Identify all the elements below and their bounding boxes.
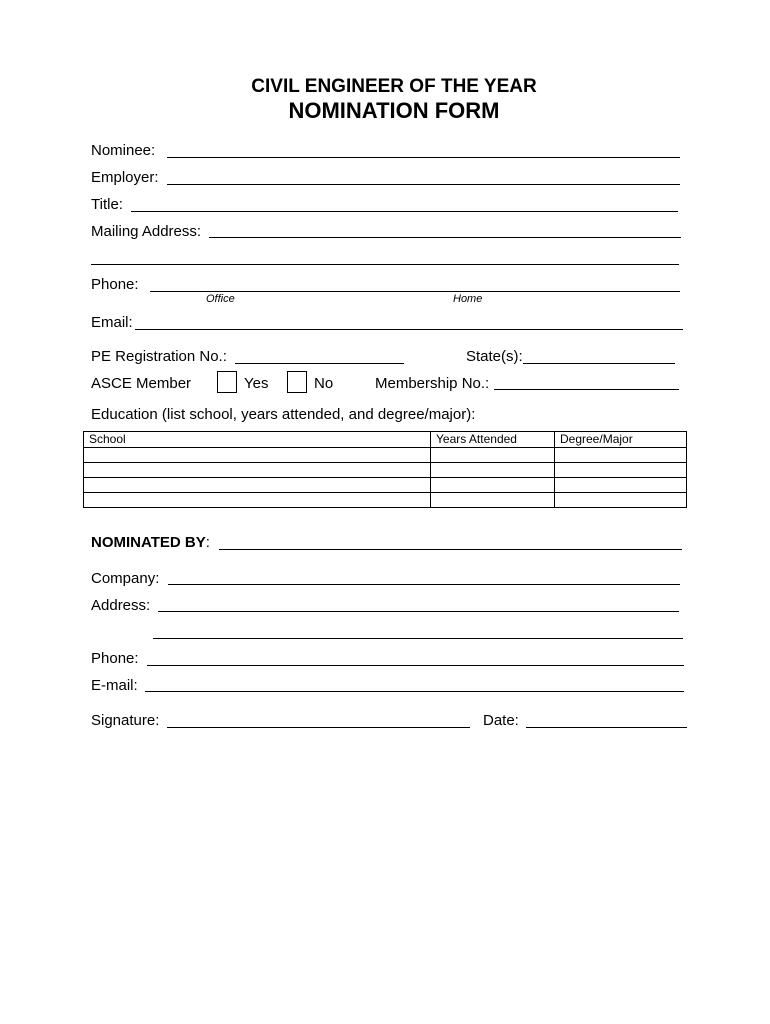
years-cell[interactable] [431, 493, 555, 508]
header-years-attended: Years Attended [431, 432, 555, 448]
company-label: Company: [91, 570, 160, 587]
address-field-line2[interactable] [153, 638, 683, 639]
home-caption: Home [453, 293, 483, 305]
pe-registration-field[interactable] [235, 363, 404, 364]
nominated-by-label [91, 534, 210, 552]
asce-yes-label: Yes [244, 375, 269, 392]
signature-label: Signature: [91, 712, 160, 729]
degree-cell[interactable] [555, 463, 687, 478]
table-row [84, 478, 687, 493]
mailing-address-field[interactable] [209, 237, 681, 238]
asce-member-label: ASCE Member [91, 375, 192, 392]
email-label: Email: [91, 314, 133, 331]
signature-field[interactable] [167, 727, 470, 728]
header-degree-major: Degree/Major [555, 432, 687, 448]
nominated-by-text: NOMINATED BY [91, 534, 206, 551]
school-cell[interactable] [84, 463, 431, 478]
school-cell[interactable] [84, 478, 431, 493]
form-title-line1: CIVIL ENGINEER OF THE YEAR [251, 76, 537, 97]
asce-no-checkbox[interactable] [287, 371, 307, 393]
membership-no-field[interactable] [494, 389, 679, 390]
email-field[interactable] [135, 329, 683, 330]
nominee-label: Nominee: [91, 142, 156, 159]
form-title-line2: NOMINATION FORM [288, 98, 500, 123]
mailing-address-field-line2[interactable] [91, 264, 679, 265]
asce-no-label: No [314, 375, 334, 392]
nominator-email-label: E-mail: [91, 677, 138, 694]
office-caption: Office [206, 293, 235, 305]
mailing-address-label: Mailing Address: [91, 223, 202, 240]
nominator-phone-field[interactable] [147, 665, 684, 666]
date-field[interactable] [526, 727, 687, 728]
table-row [84, 448, 687, 463]
states-field[interactable] [523, 363, 675, 364]
table-row [84, 493, 687, 508]
education-table [83, 431, 687, 508]
nominator-phone-label: Phone: [91, 650, 139, 667]
address-field[interactable] [158, 611, 679, 612]
degree-cell[interactable] [555, 478, 687, 493]
company-field[interactable] [168, 584, 680, 585]
phone-field[interactable] [150, 291, 680, 292]
years-cell[interactable] [431, 448, 555, 463]
states-label: State(s): [466, 348, 523, 365]
title-label: Title: [91, 196, 123, 213]
asce-yes-checkbox[interactable] [217, 371, 237, 393]
degree-cell[interactable] [555, 448, 687, 463]
nominated-by-field[interactable] [219, 549, 682, 550]
nominee-field[interactable] [167, 157, 680, 158]
nominated-by-colon: : [205, 534, 210, 551]
school-cell[interactable] [84, 448, 431, 463]
degree-cell[interactable] [555, 493, 687, 508]
education-table-header [84, 432, 687, 448]
date-label: Date: [483, 712, 519, 729]
school-cell[interactable] [84, 493, 431, 508]
membership-no-label: Membership No.: [375, 375, 490, 392]
pe-registration-label: PE Registration No.: [91, 348, 227, 365]
header-school: School [84, 432, 431, 448]
years-cell[interactable] [431, 478, 555, 493]
years-cell[interactable] [431, 463, 555, 478]
education-label: Education (list school, years attended, and degree/major): [91, 406, 476, 423]
employer-field[interactable] [167, 184, 680, 185]
employer-label: Employer: [91, 169, 159, 186]
phone-label: Phone: [91, 276, 139, 293]
nominator-email-field[interactable] [145, 691, 684, 692]
table-row [84, 463, 687, 478]
title-field[interactable] [131, 211, 678, 212]
address-label: Address: [91, 597, 151, 614]
